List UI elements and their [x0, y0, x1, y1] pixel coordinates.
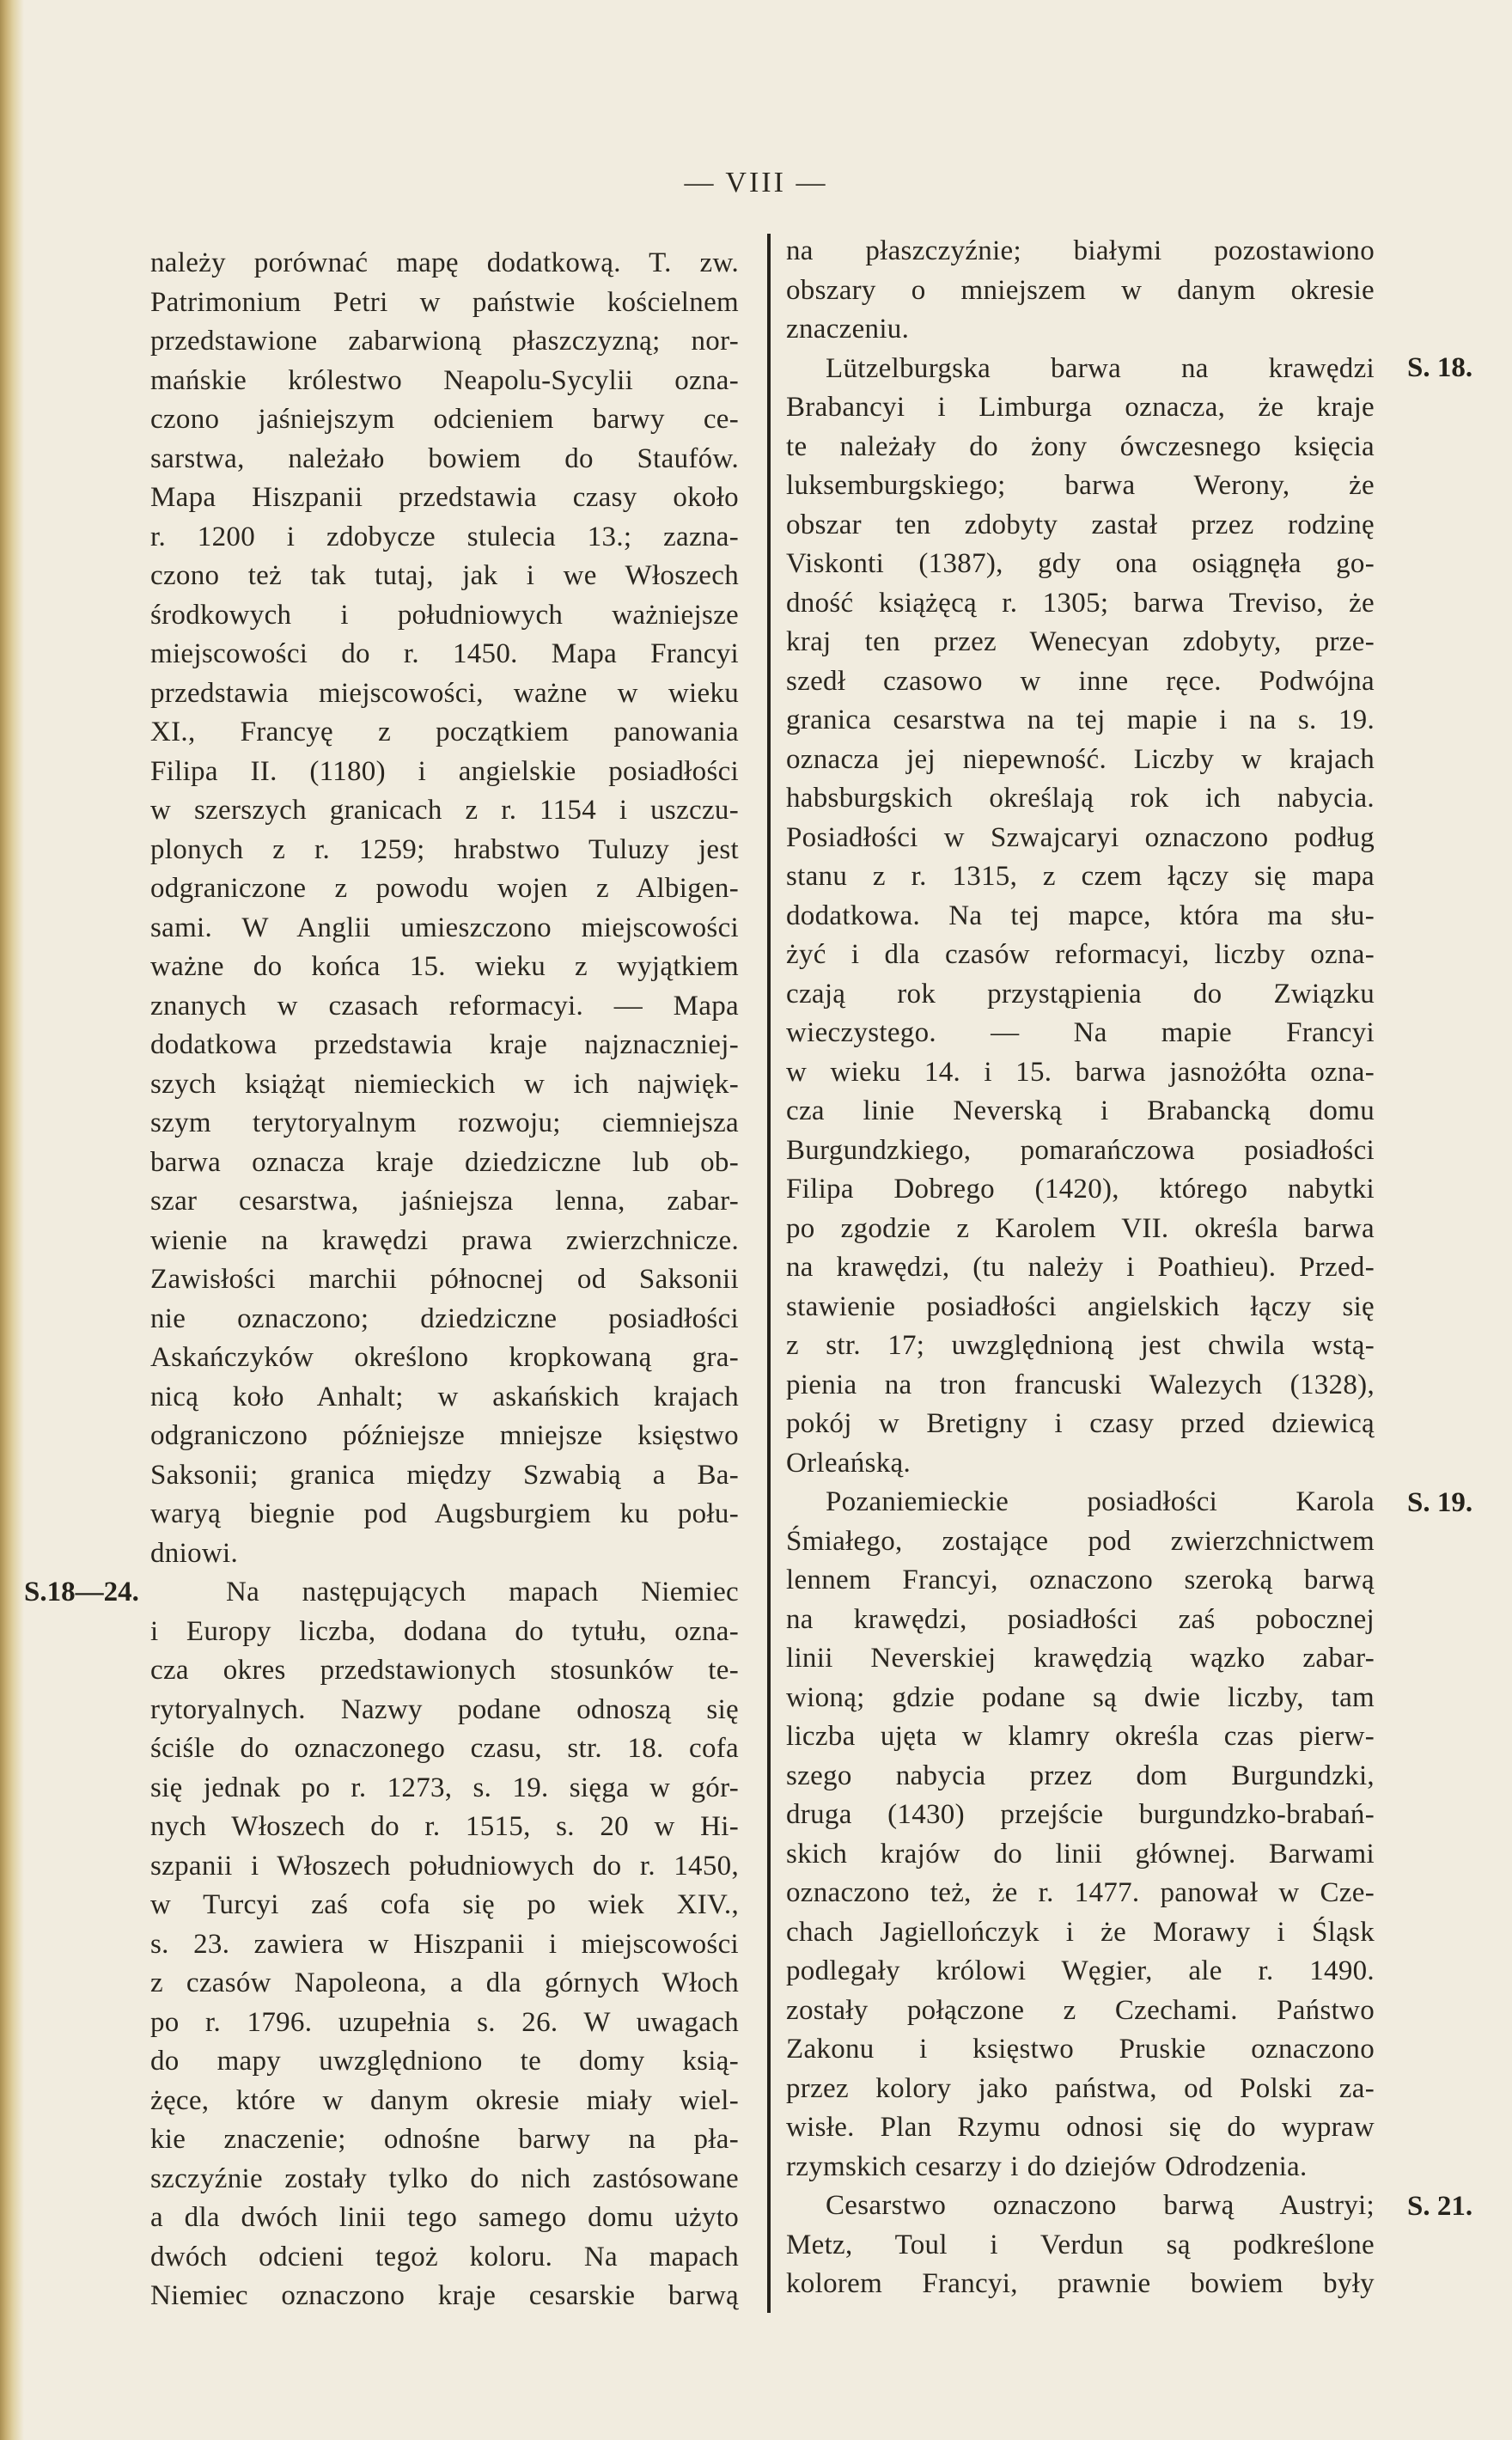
text-line: dodatkowa przedstawia kraje najznaczniej- — [150, 1029, 739, 1060]
text-line: odgraniczone z powodu wojen z Albigen- — [150, 873, 739, 904]
text-line: ściśle do oznaczonego czasu, str. 18. cofa — [150, 1733, 739, 1764]
text-line: XI., Francyę z początkiem panowania — [150, 717, 739, 747]
text-line: podlegały królowi Węgier, ale r. 1490. — [786, 1955, 1375, 1986]
text-line: kie znaczenie; odnośne barwy na pła- — [150, 2124, 739, 2155]
text-line: żęce, które w danym okresie miały wiel- — [150, 2084, 739, 2116]
text-line: cza okres przedstawionych stosunków te- — [150, 1655, 739, 1686]
text-line: Cesarstwo oznaczono barwą Austryi; — [826, 2190, 1375, 2221]
text-line: i Europy liczba, dodana do tytułu, ozna- — [150, 1615, 739, 1647]
text-line: Zawisłości marchii północnej od Saksonii — [150, 1264, 739, 1295]
text-line: czono jaśniejszym odcieniem barwy ce- — [150, 404, 739, 435]
text-line: mańskie królestwo Neapolu-Sycylii ozna- — [150, 364, 739, 396]
text-line: po zgodzie z Karolem VII. określa barwa — [786, 1212, 1375, 1244]
text-line: w szerszych granicach z r. 1154 i uszczu- — [150, 795, 739, 826]
text-line: nych Włoszech do r. 1515, s. 20 w Hi- — [150, 1811, 739, 1842]
text-line: nie oznaczono; dziedziczne posiadłości — [150, 1302, 739, 1334]
text-line: kraj ten przez Wenecyan zdobyty, prze- — [786, 626, 1375, 657]
text-line: sami. W Anglii umieszczono miejscowości — [150, 912, 739, 943]
text-line: z str. 17; uwzględnioną jest chwila wstą- — [786, 1330, 1375, 1361]
text-line: chach Jagiellończyk i że Morawy i Śląsk — [786, 1916, 1375, 1948]
text-line: dodatkowa. Na tej mapce, która ma słu- — [786, 900, 1375, 931]
margin-note-s18: S. 18. — [1407, 352, 1473, 383]
text-line: miejscowości do r. 1450. Mapa Francyi — [150, 638, 739, 669]
page-edge-shadow — [0, 0, 24, 2440]
text-line: Posiadłości w Szwajcaryi oznaczono podług — [786, 821, 1375, 853]
text-line: oznacza jej niepewność. Liczby w krajach — [786, 743, 1375, 775]
text-line: pokój w Bretigny i czasy przed dziewicą — [786, 1408, 1375, 1439]
text-line: Śmiałego, zostające pod zwierzchnictwem — [786, 1525, 1375, 1557]
text-line: oznaczono też, że r. 1477. panował w Cze- — [786, 1877, 1375, 1908]
text-line: znaczeniu. — [786, 314, 910, 345]
text-line: ważne do końca 15. wieku z wyjątkiem — [150, 951, 739, 982]
text-line: do mapy uwzględniono te domy ksią- — [150, 2046, 739, 2077]
text-line: plonych z r. 1259; hrabstwo Tuluzy jest — [150, 833, 739, 865]
text-line: wisłe. Plan Rzymu odnosi się do wypraw — [786, 2112, 1375, 2143]
text-line: po r. 1796. uzupełnia s. 26. W uwagach — [150, 2006, 739, 2038]
text-line: stawienie posiadłości angielskich łączy się — [786, 1290, 1375, 1322]
text-line: w Turcyi zaś cofa się po wiek XIV., — [150, 1889, 739, 1920]
text-line: należy porównać mapę dodatkową. T. zw. — [150, 247, 739, 278]
text-line: waryą biegnie pod Augsburgiem ku połu- — [150, 1498, 739, 1529]
text-line: Askańczyków określono kropkowaną gra- — [150, 1342, 739, 1373]
text-line: linii Neverskiej krawędzią wązko zabar- — [786, 1643, 1375, 1674]
text-line: szczyźnie zostały tylko do nich zastósowane — [150, 2162, 739, 2194]
column-divider — [767, 234, 771, 2313]
text-line: Niemiec oznaczono kraje cesarskie barwą — [150, 2280, 739, 2311]
text-line: zostały połączone z Czechami. Państwo — [786, 1994, 1375, 2026]
text-line: czono też tak tutaj, jak i we Włoszech — [150, 560, 739, 591]
text-line: lennem Francyi, oznaczono szeroką barwą — [786, 1565, 1375, 1595]
text-line: przedstawia miejscowości, ważne w wieku — [150, 677, 739, 709]
text-line: żyć i dla czasów reformacyi, liczby ozna- — [786, 939, 1375, 970]
text-line: czają rok przystąpienia do Związku — [786, 978, 1375, 1010]
text-line: Patrimonium Petri w państwie kościelnem — [150, 286, 739, 318]
text-line: Lützelburgska barwa na krawędzi — [826, 352, 1375, 384]
text-line: Pozaniemieckie posiadłości Karola — [826, 1486, 1375, 1517]
text-line: nicą koło Anhalt; w askańskich krajach — [150, 1381, 739, 1412]
text-line: pienia na tron francuski Walezych (1328), — [786, 1369, 1375, 1400]
text-line: habsburgskich określają rok ich nabycia. — [786, 783, 1375, 814]
text-line: szych książąt niemieckich w ich najwięk- — [150, 1068, 739, 1100]
text-line: na krawędzi, (tu należy i Poathieu). Przed- — [786, 1252, 1375, 1283]
text-line: obszar ten zdobyty zastał przez rodzinę — [786, 509, 1375, 540]
text-line: na krawędzi, posiadłości zaś pobocznej — [786, 1603, 1375, 1635]
text-line: na płaszczyźnie; białymi pozostawiono — [786, 235, 1375, 266]
text-line: r. 1200 i zdobycze stulecia 13.; zazna- — [150, 521, 739, 552]
text-line: wioną; gdzie podane są dwie liczby, tam — [786, 1681, 1375, 1713]
text-line: w wieku 14. i 15. barwa jasnożółta ozna- — [786, 1056, 1375, 1088]
text-line: druga (1430) przejście burgundzko-brabań- — [786, 1799, 1375, 1830]
text-line: Filipa Dobrego (1420), którego nabytki — [786, 1174, 1375, 1205]
text-line: rzymskich cesarzy i do dziejów Odrodzenia. — [786, 2150, 1308, 2182]
text-line: Orleańską. — [786, 1447, 911, 1479]
text-line: Na następujących mapach Niemiec — [226, 1577, 739, 1607]
margin-note-s21: S. 21. — [1407, 2191, 1473, 2222]
text-line: znanych w czasach reformacyi. — Mapa — [150, 990, 739, 1022]
text-line: szedł czasowo w inne ręce. Podwójna — [786, 665, 1375, 697]
text-line: obszary o mniejszem w danym okresie — [786, 274, 1375, 306]
page-number: — VIII — — [684, 167, 828, 198]
text-line: dność książęcą r. 1305; barwa Treviso, że — [786, 587, 1375, 619]
text-line: dniowi. — [150, 1537, 239, 1569]
text-line: szego nabycia przez dom Burgundzki, — [786, 1760, 1375, 1791]
text-line: wieczystego. — Na mapie Francyi — [786, 1017, 1375, 1048]
text-line: odgraniczono późniejsze mniejsze księstwo — [150, 1420, 739, 1451]
text-line: dwóch odcieni tegoż koloru. Na mapach — [150, 2241, 739, 2272]
text-line: s. 23. zawiera w Hiszpanii i miejscowości — [150, 1928, 739, 1960]
text-line: sarstwa, należało bowiem do Staufów. — [150, 442, 739, 474]
text-line: środkowych i południowych ważniejsze — [150, 599, 739, 631]
text-line: Metz, Toul i Verdun są podkreślone — [786, 2229, 1375, 2260]
text-line: Brabancyi i Limburga oznacza, że kraje — [786, 392, 1375, 423]
text-line: Viskonti (1387), gdy ona osiągnęła go- — [786, 548, 1375, 579]
left-column — [150, 244, 739, 2316]
text-line: przez kolory jako państwa, od Polski za- — [786, 2072, 1375, 2104]
text-line: luksemburgskiego; barwa Werony, że — [786, 470, 1375, 501]
text-line: szym terytoryalnym rozwoju; ciemniejsza — [150, 1107, 739, 1138]
text-line: rytoryalnych. Nazwy podane odnoszą się — [150, 1693, 739, 1725]
text-line: szpanii i Włoszech południowych do r. 1450, — [150, 1850, 739, 1882]
text-line: przedstawione zabarwioną płaszczyzną; nor- — [150, 326, 739, 357]
text-line: stanu z r. 1315, z czem łączy się mapa — [786, 861, 1375, 892]
text-line: Zakonu i księstwo Pruskie oznaczono — [786, 2034, 1375, 2065]
text-line: cza linie Neverską i Brabancką domu — [786, 1095, 1375, 1126]
right-column — [786, 232, 1375, 2304]
text-line: z czasów Napoleona, a dla górnych Włoch — [150, 1967, 739, 1998]
text-line: Filipa II. (1180) i angielskie posiadłości — [150, 755, 739, 787]
text-line: Burgundzkiego, pomarańczowa posiadłości — [786, 1134, 1375, 1166]
text-line: kolorem Francyi, prawnie bowiem były — [786, 2268, 1375, 2299]
text-line: granica cesarstwa na tej mapie i na s. 19. — [786, 705, 1375, 735]
text-line: te należały do żony ówczesnego księcia — [786, 430, 1375, 462]
text-line: a dla dwóch linii tego samego domu użyto — [150, 2202, 739, 2233]
text-line: Mapa Hiszpanii przedstawia czasy około — [150, 482, 739, 513]
text-line: wienie na krawędzi prawa zwierzchnicze. — [150, 1224, 739, 1256]
text-line: się jednak po r. 1273, s. 19. sięga w gór- — [150, 1772, 739, 1803]
text-line: liczba ujęta w klamry określa czas pierw- — [786, 1721, 1375, 1752]
margin-note-s19: S. 19. — [1407, 1487, 1473, 1518]
margin-note-s18-24: S.18—24. — [24, 1577, 139, 1607]
text-line: skich krajów do linii głównej. Barwami — [786, 1838, 1375, 1870]
text-line: barwa oznacza kraje dziedziczne lub ob- — [150, 1146, 739, 1178]
text-line: szar cesarstwa, jaśniejsza lenna, zabar- — [150, 1186, 739, 1217]
text-line: Saksonii; granica między Szwabią a Ba- — [150, 1459, 739, 1491]
